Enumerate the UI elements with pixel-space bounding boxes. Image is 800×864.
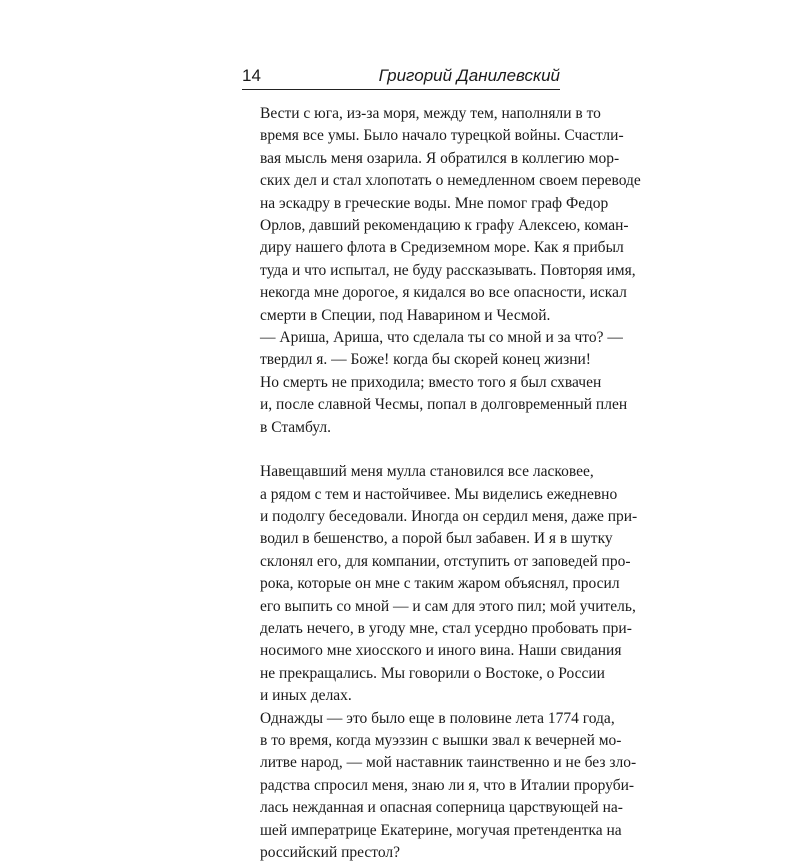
section-1	[242, 103, 641, 439]
author-name: Григорий Данилевский	[378, 66, 560, 85]
text-line: Орлов, давший рекомендацию к графу Алексею, коман-	[260, 217, 629, 235]
text-line: делать нечего, в угоду мне, стал усердно пробовать при-	[260, 619, 632, 637]
text-line: Навещавший меня мулла становился все ласковее,	[260, 463, 594, 481]
running-head	[242, 62, 560, 90]
text-line: на эскадру в греческие воды. Мне помог граф Федор	[260, 194, 609, 212]
text-line: время все умы. Было начало турецкой войны. Счастли-	[260, 127, 624, 145]
text-line: диру нашего флота в Средиземном море. Как я прибыл	[260, 239, 624, 257]
text-line: шей императрице Екатерине, могучая претендентка на	[260, 821, 622, 839]
paragraph	[242, 327, 623, 372]
text-line: некогда мне дорогое, я кидался во все опасности, искал	[260, 284, 627, 302]
paragraph	[242, 461, 638, 707]
text-line: лась нежданная и опасная соперница царствующей на-	[260, 799, 623, 817]
text-line: и подолгу беседовали. Иногда он сердил меня, даже при-	[260, 507, 638, 525]
section-2	[242, 461, 638, 864]
text-line: не прекращались. Мы говорили о Востоке, о России	[260, 664, 605, 682]
text-line: и, после славной Чесмы, попал в долговременный плен	[260, 396, 628, 414]
body-text	[242, 103, 641, 864]
header-rule	[242, 89, 560, 90]
paragraph	[242, 708, 637, 864]
text-line: — Ариша, Ариша, что сделала ты со мной и за что? —	[260, 329, 623, 347]
text-line: смерти в Специи, под Наварином и Чесмой.	[260, 306, 551, 324]
text-line: радства спросил меня, знаю ли я, что в Италии проруби-	[260, 776, 635, 794]
text-line: литве народ, — мой наставник таинственно и не без зло-	[260, 754, 637, 772]
paragraph	[242, 103, 641, 327]
text-line: в Стамбул.	[260, 418, 331, 436]
text-line: носимого мне хиосского и иного вина. Наши свидания	[260, 642, 622, 660]
text-line: его выпить со мной — и сам для этого пил; мой учитель,	[260, 597, 636, 615]
text-line: водил в бешенство, а порой был забавен. И я в шутку	[260, 530, 613, 548]
text-line: российский престол?	[260, 844, 401, 861]
text-line: Вести с юга, из-за моря, между тем, наполняли в то	[260, 105, 601, 122]
paragraph	[242, 372, 628, 439]
text-line: вая мысль меня озарила. Я обратился в коллегию мор-	[260, 149, 620, 167]
page-number: 14	[242, 66, 261, 85]
text-line: Однажды — это было еще в половине лета 1774 года,	[260, 709, 615, 727]
text-line: склонял его, для компании, отступить от заповедей про-	[260, 552, 631, 570]
text-line: ских дел и стал хлопотать о немедленном своем переводе	[260, 172, 641, 190]
text-line: твердил я. — Боже! когда бы скорей конец жизни!	[260, 351, 591, 369]
section-break	[242, 439, 560, 461]
text-line: туда и что испытал, не буду рассказывать. Повторяя имя,	[260, 261, 636, 279]
text-line: рока, которые он мне с таким жаром объяснял, просил	[260, 575, 620, 593]
text-line: в то время, когда муэззин с вышки звал к вечерней мо-	[260, 731, 622, 749]
text-line: Но смерть не приходила; вместо того я был схвачен	[260, 373, 602, 391]
text-line: и иных делах.	[260, 687, 352, 705]
text-line: а рядом с тем и настойчивее. Мы виделись ежедневно	[260, 485, 618, 503]
